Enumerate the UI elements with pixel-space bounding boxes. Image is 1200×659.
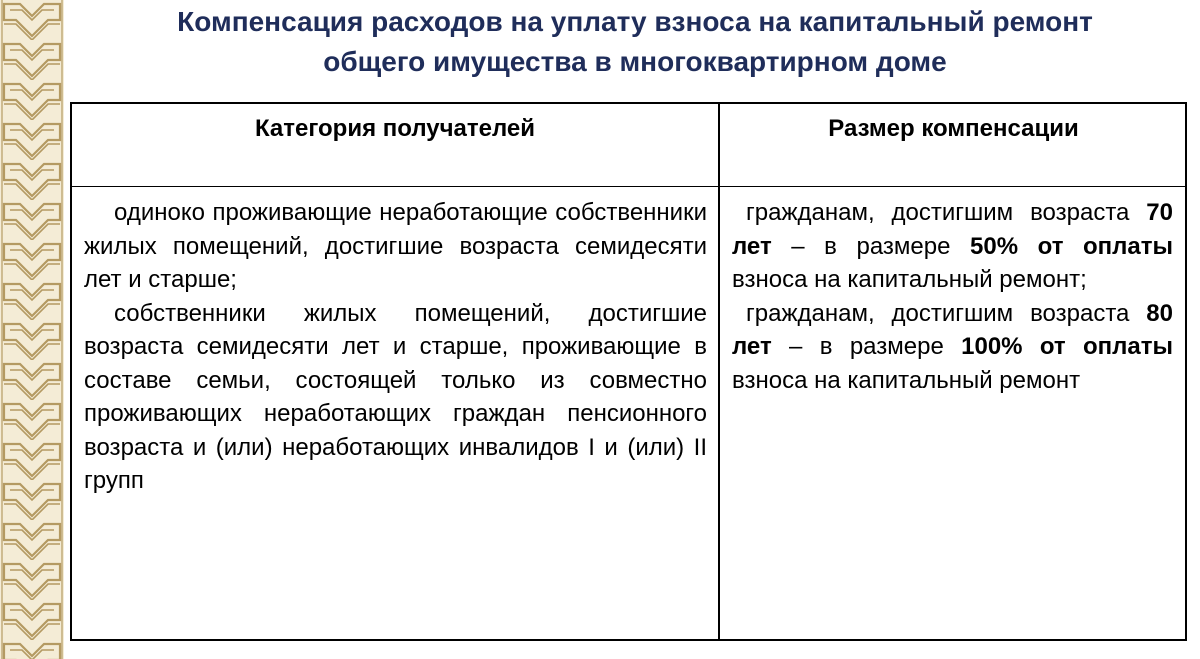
- compensation-text: гражданам, достигшим возраста: [746, 299, 1147, 327]
- recipient-categories-cell: [84, 196, 707, 498]
- compensation-item: [732, 196, 1173, 297]
- header-recipient-category: Категория получателей: [254, 115, 536, 142]
- compensation-text: взноса на капитальный ремонт: [732, 366, 1081, 394]
- compensation-percent: 50% от оплаты: [970, 232, 1173, 260]
- page-title-line-2: общего имущества в многоквартирном доме: [323, 46, 947, 77]
- compensation-age: 80 лет: [732, 299, 1173, 360]
- compensation-text: – в размере: [771, 333, 962, 360]
- compensation-item: [732, 297, 1173, 398]
- page-title-line-1: Компенсация расходов на уплату взноса на капитальный ремонт: [177, 6, 1093, 37]
- header-divider: [72, 186, 1185, 187]
- header-compensation-amount: Размер компенсации: [828, 115, 1079, 142]
- compensation-percent: 100% от оплаты: [961, 333, 1173, 360]
- decorative-ornament-border: [0, 0, 64, 659]
- recipient-category-item: собственники жилых помещений, достигшие возраста семидесяти лет и старше, проживающие в составе семьи, состоящей только из совместно проживающих неработающих граждан пенсионного возраста и (или) неработающих инвалидов I и (или) II групп: [84, 299, 707, 494]
- compensation-age: 70 лет: [732, 199, 1173, 260]
- compensation-amounts-cell: [732, 196, 1173, 397]
- recipient-category-item: одиноко проживающие неработающие собственники жилых помещений, достигшие возраста семидесяти лет и старше;: [84, 199, 707, 293]
- compensation-table: [70, 102, 1187, 641]
- column-divider: [718, 104, 720, 639]
- compensation-text: – в размере: [771, 232, 971, 260]
- page-title: [80, 2, 1190, 82]
- compensation-text: гражданам, достигшим возраста: [746, 199, 1147, 226]
- compensation-text: взноса на капитальный ремонт;: [732, 266, 1087, 293]
